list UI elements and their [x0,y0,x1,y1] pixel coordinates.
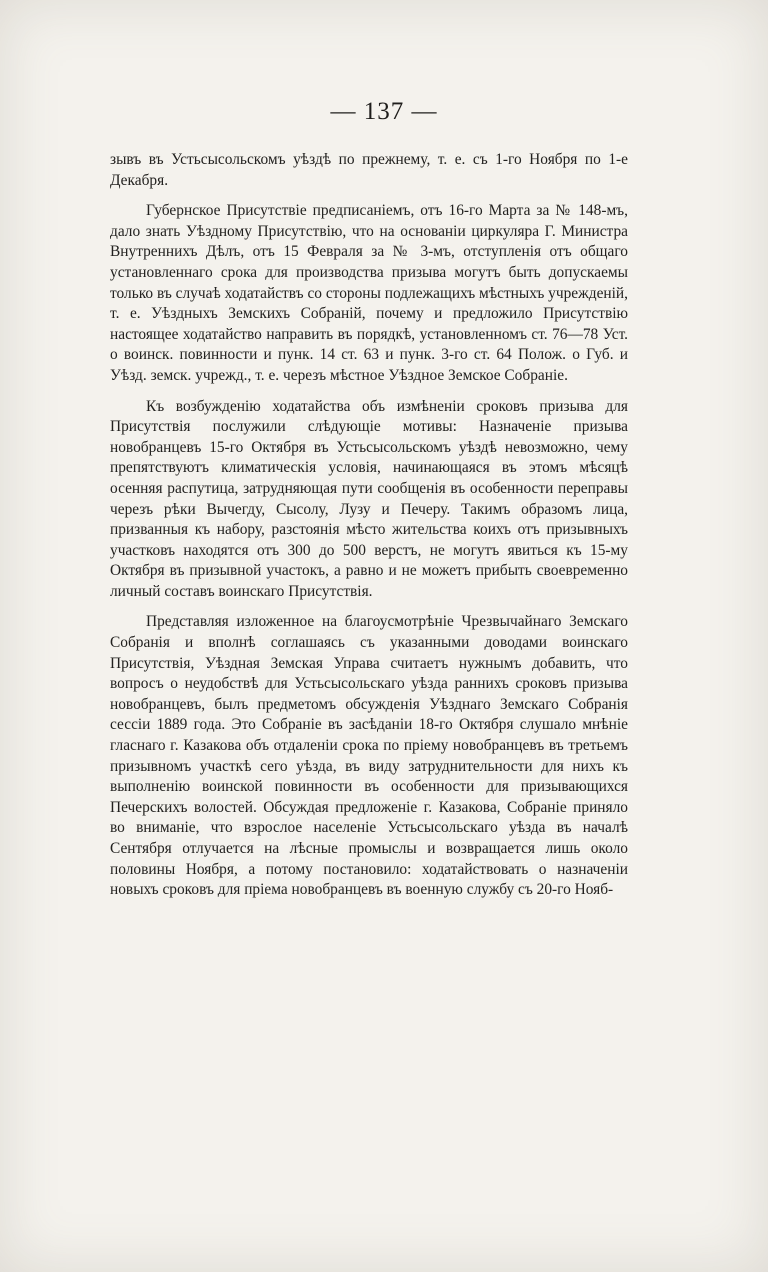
page-number: — 137 — [330,98,438,125]
paragraph: Къ возбужденію ходатайства объ измѣненіи сроковъ призыва для Присутствія послужили слѣдующіе мотивы: Назначеніе призыва новобранцевъ 15-го Октября въ Устьсысольскомъ уѣздѣ невозможно, чему препятствуютъ климатическія условія, начинающаяся въ этомъ мѣсяцѣ осенняя распутица, затрудняющая пути сообщенія въ особенности переправы черезъ рѣки Вычегду, Сысолу, Лузу и Печеру. Такимъ образомъ лица, призванныя къ набору, разстоянія мѣсто жительства коихъ отъ призывныхъ участковъ находятся отъ 300 до 500 верстъ, не могутъ явиться къ 15-му Октября въ призывной участокъ, а равно и не можетъ прибыть своевременно личный составъ воинскаго Присутствія. [110,397,628,600]
paragraph: Представляя изложенное на благоусмотрѣніе Чрезвычайнаго Земскаго Собранія и вполнѣ соглашаясь съ указанными доводами воинскаго Присутствія, Уѣздная Земская Управа считаетъ нужнымъ добавить, что вопросъ о неудобствѣ для Устьсысольскаго уѣзда раннихъ сроковъ призыва новобранцевъ, былъ предметомъ обсужденія Уѣзднаго Земскаго Собранія сессіи 1889 года. Это Собраніе въ засѣданіи 18-го Октября слушало мнѣніе гласнаго г. Казакова объ отдаленіи срока по пріему новобранцевъ въ третьемъ призывномъ участкѣ сего уѣзда, въ виду затруднительности для нихъ къ выполненію воинской повинности въ особенности для призывающихся Печерскихъ волостей. Обсуждая предложеніе г. Казакова, Собраніе приняло во вниманіе, что взрослое населеніе Устьсысольскаго уѣзда въ началѣ Сентября отлучается на лѣсные промыслы и возвращается лишь около половины Ноября, а потому постановило: ходатайствовать о назначеніи новыхъ сроковъ для пріема новобранцевъ въ военную службу съ 20-го Нояб- [110,613,628,899]
paragraph-continued: зывъ въ Устьсысольскомъ уѣздѣ по прежнему, т. е. съ 1-го Ноября по 1-е Декабря. [110,151,628,189]
page-body [110,150,628,911]
paragraph: Губернское Присутствіе предписаніемъ, отъ 16-го Марта за № 148-мъ, дало знать Уѣздному Присутствію, что на основанiи циркуляра Г. Министра Внутреннихъ Дѣлъ, отъ 15 Февраля за № 3-мъ, отступленія отъ общаго установленнаго срока для производства призыва могутъ быть допускаемы только въ случаѣ ходатайствъ со стороны подлежащихъ мѣстныхъ учрежденій, т. е. Уѣздныхъ Земскихъ Собраній, почему и предложило Присутствію настоящее ходатайство направить въ порядкѣ, установленномъ ст. 76—78 Уст. о воинск. повинности и пунк. 14 ст. 63 и пунк. 3-го ст. 64 Полож. о Губ. и Уѣзд. земск. учрежд., т. е. черезъ мѣстное Уѣздное Земское Собраніе. [110,202,629,384]
